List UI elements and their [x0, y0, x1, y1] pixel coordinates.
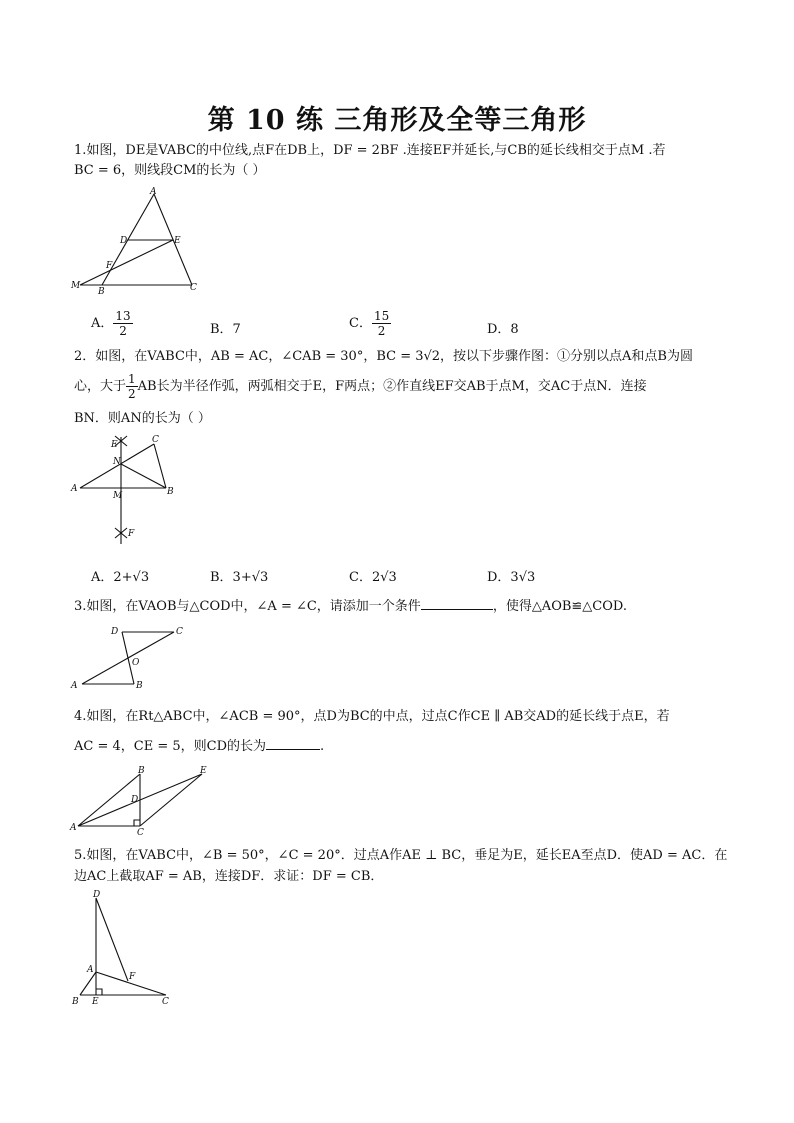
q3-text-post: ，使得△AOB≌△COD. — [492, 599, 627, 614]
q4-line2-pre: AC = 4，CE = 5，则CD的长为 — [74, 739, 266, 754]
q4-fig-label-b: B — [138, 766, 145, 776]
q1-option-a[interactable] — [91, 309, 133, 338]
q1-fig-label-e: E — [174, 236, 181, 246]
q2-option-a[interactable]: A．2+√3 — [91, 570, 150, 585]
q4-figure — [66, 764, 216, 838]
q3-answer-blank[interactable] — [421, 597, 493, 610]
q1-option-c[interactable] — [349, 309, 391, 338]
q2-fig-label-e: E — [111, 440, 118, 450]
q2-fig-label-f: F — [128, 529, 135, 539]
q1-line1: 1.如图，DE是VABC的中位线,点F在DB上，DF = 2BF .连接EF并延长,与CB的延长线相交于点M .若 — [74, 143, 666, 158]
q5-fig-label-b: B — [72, 997, 79, 1007]
q3-fig-label-d: D — [111, 627, 119, 637]
q5-figure — [66, 888, 186, 1010]
q2-line2-post: AB长为半径作弧，两弧相交于E，F两点；②作直线EF交AB于点M，交AC于点N．连接 — [137, 379, 647, 394]
q4-fig-label-c: C — [137, 828, 144, 838]
q5-fig-label-c: C — [162, 997, 169, 1007]
q4-line2 — [74, 737, 324, 756]
q1-option-a-label: A． — [91, 316, 114, 331]
q5-fig-label-e: E — [92, 997, 99, 1007]
q3-text-pre: 3.如图，在VAOB与△COD中，∠A = ∠C，请添加一个条件 — [74, 599, 421, 614]
q3-fig-label-o: O — [132, 658, 140, 668]
q1-option-b[interactable]: B．7 — [210, 322, 241, 337]
q1-fig-label-c: C — [190, 283, 197, 293]
q3-fig-label-a: A — [71, 681, 78, 691]
page-title: 第 10 练 三角形及全等三角形 — [207, 105, 587, 136]
q1-fig-label-d: D — [120, 236, 128, 246]
q1-option-d[interactable]: D．8 — [487, 322, 519, 337]
q1-fig-label-m: M — [71, 281, 81, 291]
q4-fig-label-d: D — [131, 795, 139, 805]
q1-fig-label-b: B — [98, 287, 105, 296]
q4-answer-blank[interactable] — [266, 737, 320, 750]
q4-fig-label-a: A — [70, 823, 77, 833]
q2-figure — [68, 432, 188, 550]
q2-option-c[interactable]: C．2√3 — [349, 570, 397, 585]
q2-fig-label-a: A — [71, 484, 78, 494]
q4-line2-post: . — [320, 739, 325, 754]
q1-figure — [66, 186, 206, 296]
q3-figure — [66, 622, 196, 694]
q2-half-fraction: $\frac{1}{2}$ — [128, 372, 136, 401]
q2-fig-label-b: B — [167, 487, 174, 497]
q2-option-b[interactable]: B．3+√3 — [210, 570, 269, 585]
q1-fig-label-a: A — [150, 187, 157, 197]
q2-line3: BN．则AN的长为（ ） — [74, 411, 211, 426]
q2-line1: 2．如图，在VABC中，AB = AC，∠CAB = 30°，BC = 3√2，按以下步骤作图：①分别以点A和点B为圆 — [74, 349, 693, 364]
q3-fig-label-c: C — [176, 627, 183, 637]
q2-option-d[interactable]: D．3√3 — [487, 570, 536, 585]
q2-fig-label-c: C — [152, 435, 159, 445]
q2-fig-label-n: N — [113, 457, 121, 467]
q1-option-c-label: C． — [349, 316, 372, 331]
q2-line2-pre: 心，大于 — [74, 379, 127, 394]
q2-fig-label-m: M — [113, 491, 123, 501]
q5-fig-label-a: A — [87, 965, 94, 975]
q1-fig-label-f: F — [106, 261, 113, 271]
q5-fig-label-f: F — [129, 972, 136, 982]
q1-line2: BC = 6，则线段CM的长为（ ） — [74, 163, 266, 178]
q1-option-c-fraction: $\frac{15}{2}$ — [373, 309, 390, 338]
q4-line1: 4.如图，在Rt△ABC中，∠ACB = 90°，点D为BC的中点，过点C作CE ∥ AB交AD的延长线于点E，若 — [74, 709, 670, 724]
q1-option-a-fraction: $\frac{13}{2}$ — [115, 309, 131, 338]
q3-fig-label-b: B — [136, 681, 143, 691]
q5-fig-label-d: D — [93, 890, 101, 900]
q5-line2: 边AC上截取AF = AB，连接DF．求证：DF = CB． — [74, 869, 384, 884]
q3-text — [74, 597, 627, 616]
q5-line1: 5.如图，在VABC中，∠B = 50°，∠C = 20°．过点A作AE ⊥ BC，垂足为E，延长EA至点D．使AD = AC．在 — [74, 848, 728, 863]
q2-line2 — [74, 372, 647, 401]
q4-fig-label-e: E — [200, 766, 207, 776]
